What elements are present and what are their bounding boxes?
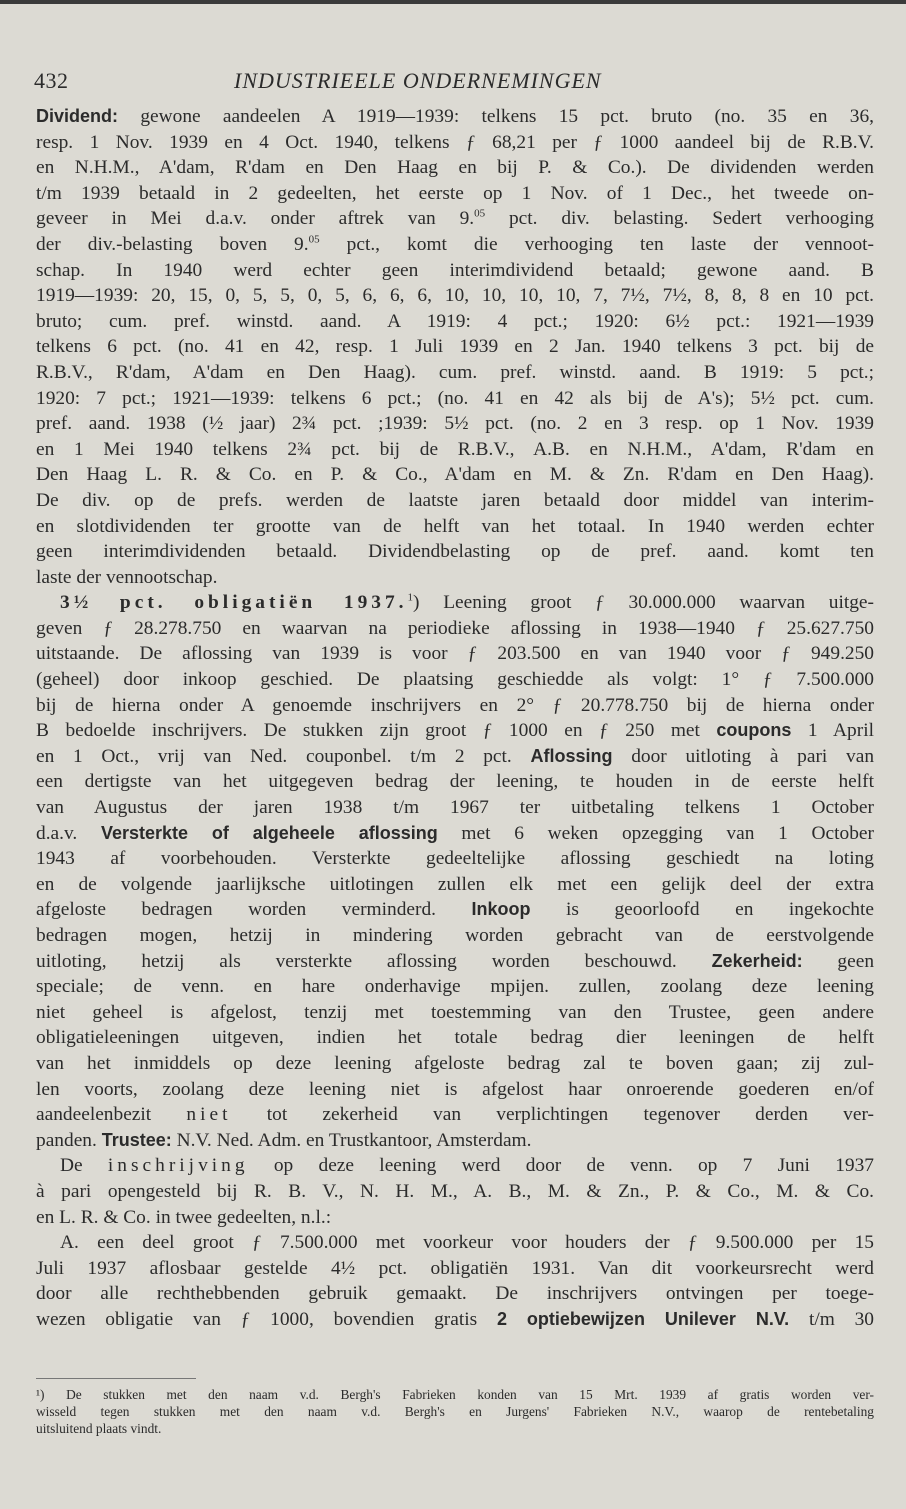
text-line: en slotdividenden ter grootte van de helft van het totaal. In 1940 werden echter	[36, 515, 874, 537]
text-line: en de volgende jaarlijksche uitlotingen zullen elk met een gelijk deel der extra	[36, 873, 874, 895]
text-line: à pari opengesteld bij R. B. V., N. H. M., A. B., M. & Zn., P. & Co., M. & Co.	[36, 1180, 874, 1202]
text-line: len voorts, zoolang deze leening niet is afgelost haar onroerende goederen en/of	[36, 1078, 874, 1100]
text-line: telkens 6 pct. (no. 41 en 42, resp. 1 Juli 1939 en 2 Jan. 1940 telkens 3 pct. bij de	[36, 336, 874, 358]
text-line: De inschrijving op deze leening werd door de venn. op 7 Juni 1937	[60, 1155, 874, 1177]
footnote-line: ¹) De stukken met den naam v.d. Bergh's Fabrieken konden van 15 Mrt. 1939 af gratis worden ver-	[36, 1387, 874, 1402]
text-line: 1920: 7 pct.; 1921—1939: telkens 6 pct.; (no. 41 en 42 als bij de A's); 5½ pct. cum.	[36, 387, 874, 409]
inschrijving-emphasis: inschrijving	[107, 1155, 249, 1177]
text-line: uitstaande. De aflossing van 1939 is voor ƒ 203.500 en van 1940 voor ƒ 949.250	[36, 643, 874, 665]
page-number: 432	[34, 68, 69, 93]
text-line: panden. Trustee: N.V. Ned. Adm. en Trustkantoor, Amsterdam.	[36, 1129, 532, 1151]
running-title: INDUSTRIEELE ONDERNEMINGEN	[234, 68, 602, 93]
text-line: bedragen mogen, hetzij in mindering worden gebracht van de eerstvolgende	[36, 925, 874, 946]
text-line: bij de hierna onder A genoemde inschrijvers en 2° ƒ 20.778.750 bij de hierna onder	[36, 694, 874, 716]
text-line: obligatieleeningen uitgeven, indien het totale bedrag dier leeningen de helft	[36, 1027, 874, 1049]
text-line: speciale; de venn. en hare onderhavige mpijen. zullen, zoolang deze leening	[36, 976, 874, 998]
text-line: geveer in Mei d.a.v. onder aftrek van 9.05 pct. div. belasting. Sedert verhooging	[36, 207, 874, 230]
text-line: Den Haag L. R. & Co. en P. & Co., A'dam en M. & Zn. R'dam en Den Haag).	[36, 464, 874, 486]
footnote-line: wisseld tegen stukken met den naam v.d. Bergh's en Jurgens' Fabrieken N.V., waarop de rentebetaling	[36, 1404, 874, 1419]
text-line: geven ƒ 28.278.750 en waarvan na periodieke aflossing in 1938—1940 ƒ 25.627.750	[36, 617, 874, 639]
text-line: B bedoelde inschrijvers. De stukken zijn groot ƒ 1000 en ƒ 250 met coupons 1 April	[36, 720, 874, 742]
text-line: uitloting, hetzij als versterkte aflossing worden beschouwd. Zekerheid: geen	[36, 950, 874, 972]
footnote-line: uitsluitend plaats vindt.	[36, 1421, 162, 1436]
versterkte-aflossing-term: Versterkte of algeheele aflossing	[101, 822, 438, 843]
optiebewijzen-term: 2 optiebewijzen Unilever N.V.	[496, 1308, 790, 1329]
text-line: Juli 1937 aflosbaar gestelde 4½ pct. obligatiën 1931. Van dit voorkeursrecht werd	[36, 1257, 874, 1279]
dividend-heading: Dividend:	[36, 106, 119, 126]
text-line: en 1 Mei 1940 telkens 2¾ pct. bij de R.B.V., A.B. en N.H.M., A'dam, R'dam en	[36, 438, 874, 460]
text-line: wezen obligatie van ƒ 1000, bovendien gratis 2 optiebewijzen Unilever N.V. t/m 30	[36, 1308, 874, 1330]
text-line: niet geheel is afgelost, tenzij met toestemming van den Trustee, geen andere	[36, 1001, 874, 1023]
text-line: en L. R. & Co. in twee gedeelten, n.l.:	[36, 1206, 332, 1228]
footnote-ref: 1	[407, 591, 414, 604]
zekerheid-term: Zekerheid:	[711, 950, 803, 971]
text-line: De div. op de prefs. werden de laatste jaren betaald door middel van interim-	[36, 489, 874, 511]
text-line: van het inmiddels op deze leening afgeloste bedrag zal te boven gaan; zij zul-	[36, 1052, 874, 1074]
text-line: bruto; cum. pref. winstd. aand. A 1919: 4 pct.; 1920: 6½ pct.: 1921—1939	[36, 310, 874, 332]
footnote-divider	[36, 1378, 196, 1379]
text-line: der div.-belasting boven 9.05 pct., komt die verhooging ten laste der vennoot-	[36, 233, 874, 255]
niet-emphasis: niet	[186, 1104, 232, 1126]
text-line: een dertigste van het uitgegeven bedrag der leening, te houden in de eerste helft	[36, 771, 874, 793]
page-top-border	[0, 0, 906, 4]
text-line: geen interimdividenden betaald. Dividendbelasting op de pref. aand. komt ten	[36, 541, 874, 563]
body-text	[36, 104, 874, 1333]
text-line: aandeelenbezit niet tot zekerheid van verplichtingen tegenover derden ver-	[36, 1104, 874, 1126]
text-line: door alle rechthebbenden gebruik gemaakt. De inschrijvers ontvingen per toege-	[36, 1283, 874, 1305]
text-line: Dividend: gewone aandeelen A 1919—1939: telkens 15 pct. bruto (no. 35 en 36,	[36, 106, 874, 127]
text-line: laste der vennootschap.	[36, 566, 218, 588]
text-line: A. een deel groot ƒ 7.500.000 met voorkeur voor houders der ƒ 9.500.000 per 15	[60, 1232, 874, 1254]
text-line: 1919—1939: 20, 15, 0, 5, 5, 0, 5, 6, 6, 6, 10, 10, 10, 10, 7, 7½, 7½, 8, 8, 8 en 10 pct.	[36, 285, 874, 307]
text-line: R.B.V., R'dam, A'dam en Den Haag). cum. pref. winstd. aand. B 1919: 5 pct.;	[36, 361, 874, 383]
text-line: resp. 1 Nov. 1939 en 4 Oct. 1940, telkens ƒ 68,21 per ƒ 1000 aandeel bij de R.B.V.	[36, 131, 874, 153]
coupons-term: coupons	[716, 720, 792, 741]
inkoop-term: Inkoop	[471, 899, 531, 920]
text-line: 1943 af voorbehouden. Versterkte gedeeltelijke aflossing geschiedt na loting	[36, 848, 874, 870]
text-line: schap. In 1940 werd echter geen interimdividend betaald; gewone aand. B	[36, 259, 874, 281]
footnotes	[36, 1386, 874, 1437]
text-line: d.a.v. Versterkte of algeheele aflossing met 6 weken opzegging van 1 October	[36, 822, 874, 844]
text-line: van Augustus der jaren 1938 t/m 1967 ter uitbetaling telkens 1 October	[36, 797, 874, 819]
trustee-term: Trustee:	[101, 1129, 172, 1150]
aflossing-term: Aflossing	[530, 745, 613, 766]
text-line: t/m 1939 betaald in 2 gedeelten, het eerste op 1 Nov. of 1 Dec., het tweede on-	[36, 182, 874, 204]
obligations-heading: 3½ pct. obligatiën 1937.	[60, 592, 408, 614]
text-line: 3½ pct. obligatiën 1937.$^1$) Leening groot ƒ 30.000.000 waarvan uitge-	[60, 591, 874, 614]
text-line: en 1 Oct., vrij van Ned. couponbel. t/m 2 pct. Aflossing door uitloting à pari van	[36, 745, 874, 767]
text-line: (geheel) door inkoop geschied. De plaatsing geschiedde als volgt: 1° ƒ 7.500.000	[36, 669, 874, 691]
text-line: pref. aand. 1938 (½ jaar) 2¾ pct. ;1939: 5½ pct. (no. 2 en 3 resp. op 1 Nov. 1939	[36, 413, 874, 435]
text-line: en N.H.M., A'dam, R'dam en Den Haag en bij P. & Co.). De dividenden werden	[36, 157, 874, 179]
text-line: afgeloste bedragen worden verminderd. Inkoop is geoorloofd en ingekochte	[36, 899, 874, 921]
page-header	[34, 62, 874, 98]
